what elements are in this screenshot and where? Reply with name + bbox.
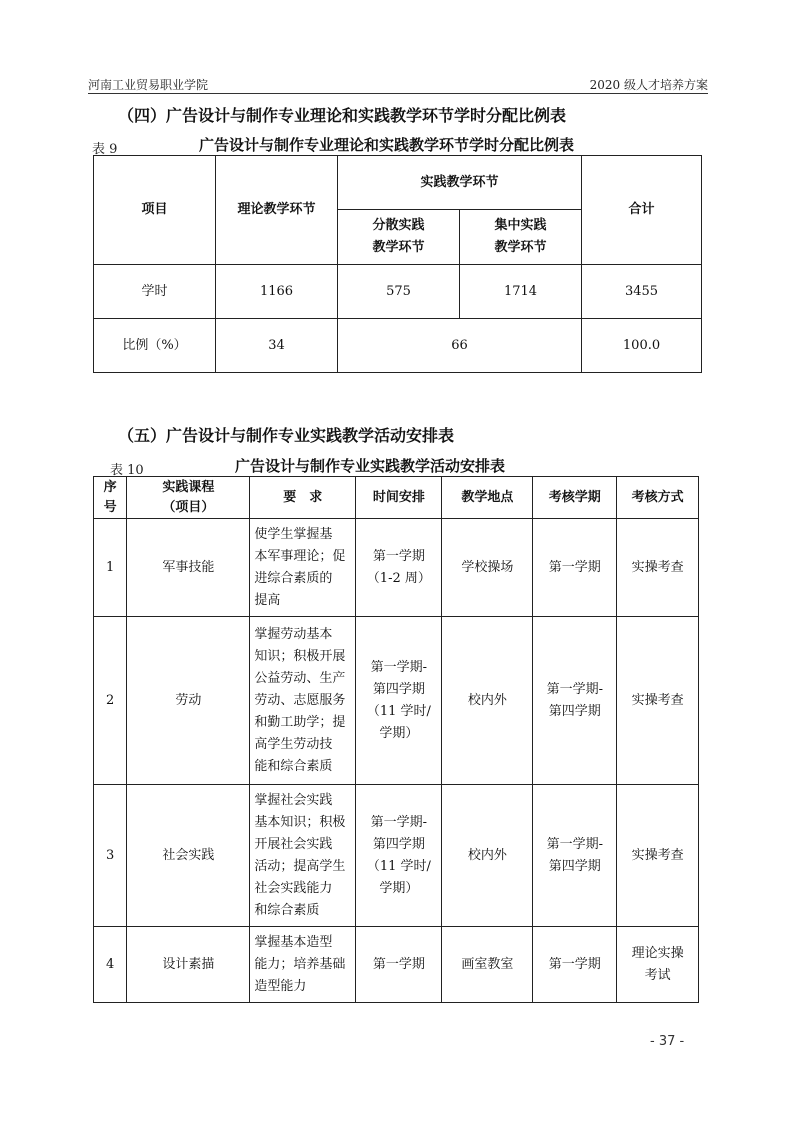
cell-exam-term: [533, 617, 617, 785]
cell-requirement-line: 提高: [254, 592, 281, 608]
cell-requirement-line: 高学生劳动技: [254, 736, 333, 752]
table-9-title: 广告设计与制作专业理论和实践教学环节学时分配比例表: [199, 136, 575, 154]
cell-exam-term: [533, 785, 617, 927]
cell-exam-term-line: 第一学期: [548, 956, 601, 972]
cell-exam-term-line: 第四学期: [548, 703, 601, 719]
cell-requirement-line: 社会实践能力: [254, 880, 333, 896]
header-item: 项目: [94, 156, 216, 265]
cell-hours-theory: 1166: [216, 265, 338, 319]
header-location: 教学地点: [442, 477, 533, 519]
header-theory: 理论教学环节: [216, 156, 338, 265]
cell-requirement-line: 使学生掌握基: [254, 526, 333, 542]
cell-seq: 2: [94, 617, 127, 785]
header-institution: 河南工业贸易职业学院: [88, 78, 209, 92]
cell-schedule-line: 第四学期: [372, 681, 425, 697]
header-scattered-line-2: 教学环节: [372, 240, 425, 255]
table-row: [94, 519, 699, 617]
cell-exam-method: [617, 785, 699, 927]
cell-requirement-line: 本军事理论；促: [254, 548, 346, 564]
cell-requirement: [250, 617, 356, 785]
cell-requirement-line: 知识；积极开展: [254, 648, 346, 664]
cell-ratio-practice: 66: [338, 319, 582, 373]
cell-requirement-line: 造型能力: [254, 978, 307, 994]
cell-requirement-line: 能力；培养基础: [254, 956, 346, 972]
cell-hours-total: 3455: [582, 265, 702, 319]
cell-exam-term: [533, 519, 617, 617]
header-seq-line-2: 号: [103, 499, 117, 515]
cell-location: 校内外: [442, 785, 533, 927]
header-document-title: 2020 级人才培养方案: [589, 78, 708, 92]
header-exam-term: 考核学期: [533, 477, 617, 519]
header-concentrated-line-2: 教学环节: [494, 240, 547, 255]
cell-requirement-line: 掌握劳动基本: [254, 626, 333, 642]
cell-schedule-line: 第一学期-: [370, 659, 428, 675]
section-4-heading: （四）广告设计与制作专业理论和实践教学环节学时分配比例表: [118, 106, 567, 125]
cell-exam-term-line: 第一学期: [548, 559, 601, 575]
cell-exam-method-line: 理论实操: [631, 945, 684, 961]
cell-exam-method-line: 实操考查: [631, 692, 684, 708]
cell-schedule-line: （11 学时/: [366, 858, 431, 874]
header-seq: [94, 477, 127, 519]
section-5-heading: （五）广告设计与制作专业实践教学活动安排表: [118, 426, 455, 445]
cell-course: 劳动: [127, 617, 250, 785]
cell-requirement-line: 能和综合素质: [254, 758, 333, 774]
cell-exam-method-line: 实操考查: [631, 847, 684, 863]
table-9-header-row-1: [94, 156, 702, 210]
table-10-body: [94, 519, 699, 1003]
table-9-number: 表 9: [92, 142, 118, 157]
cell-exam-method-line: 考试: [644, 967, 671, 983]
cell-requirement-line: 和勤工助学；提: [254, 714, 346, 730]
cell-exam-term-line: 第一学期-: [546, 836, 603, 852]
header-schedule: 时间安排: [356, 477, 442, 519]
cell-schedule-line: 第一学期-: [370, 814, 428, 830]
header-concentrated: [460, 210, 582, 265]
cell-exam-method-line: 实操考查: [631, 559, 684, 575]
table-row: [94, 785, 699, 927]
cell-requirement-line: 掌握社会实践: [254, 792, 333, 808]
header-scattered: [338, 210, 460, 265]
cell-ratio-total: 100.0: [582, 319, 702, 373]
cell-requirement-line: 活动；提高学生: [254, 858, 346, 874]
header-course-line-1: 实践课程: [162, 479, 215, 495]
cell-ratio-theory: 34: [216, 319, 338, 373]
cell-schedule-line: 学期）: [379, 725, 419, 741]
cell-ratio-label: 比例（%）: [94, 319, 216, 373]
cell-requirement: [250, 927, 356, 1003]
cell-schedule-line: 第一学期: [372, 956, 425, 972]
cell-requirement-line: 进综合素质的: [254, 570, 333, 586]
cell-requirement-line: 基本知识；积极: [254, 814, 346, 830]
table-row: [94, 617, 699, 785]
cell-location: 学校操场: [442, 519, 533, 617]
cell-seq: 1: [94, 519, 127, 617]
cell-schedule-line: 第四学期: [372, 836, 425, 852]
header-course: [127, 477, 250, 519]
cell-schedule-line: （1-2 周）: [366, 570, 431, 586]
header-requirement: 要 求: [250, 477, 356, 519]
cell-requirement: [250, 785, 356, 927]
cell-exam-method: [617, 927, 699, 1003]
header-scattered-line-1: 分散实践: [372, 218, 425, 233]
table-10: [93, 476, 699, 1003]
table-row-ratio: [94, 319, 702, 373]
cell-requirement: [250, 519, 356, 617]
cell-schedule: [356, 927, 442, 1003]
cell-schedule: [356, 617, 442, 785]
cell-exam-term: [533, 927, 617, 1003]
cell-schedule: [356, 785, 442, 927]
header-seq-line-1: 序: [103, 479, 117, 495]
table-10-caption: [92, 455, 702, 477]
cell-course: 设计素描: [127, 927, 250, 1003]
header-course-line-2: （项目）: [162, 499, 215, 515]
cell-requirement-line: 开展社会实践: [254, 836, 333, 852]
cell-course: 军事技能: [127, 519, 250, 617]
cell-schedule-line: （11 学时/: [366, 703, 431, 719]
cell-course: 社会实践: [127, 785, 250, 927]
cell-schedule-line: 学期）: [379, 880, 419, 896]
table-9-caption: [92, 134, 702, 156]
cell-hours-scattered: 575: [338, 265, 460, 319]
table-row-hours: [94, 265, 702, 319]
table-10-title: 广告设计与制作专业实践教学活动安排表: [235, 457, 506, 475]
header-exam-method: 考核方式: [617, 477, 699, 519]
cell-seq: 4: [94, 927, 127, 1003]
cell-hours-concentrated: 1714: [460, 265, 582, 319]
table-10-number: 表 10: [110, 463, 144, 478]
cell-schedule-line: 第一学期: [372, 548, 425, 564]
page-number: - 37 -: [650, 1034, 685, 1049]
cell-schedule: [356, 519, 442, 617]
cell-requirement-line: 和综合素质: [254, 902, 320, 918]
page-header: [88, 74, 708, 94]
cell-hours-label: 学时: [94, 265, 216, 319]
table-row: [94, 927, 699, 1003]
cell-requirement-line: 公益劳动、生产: [254, 670, 346, 686]
table-9: [93, 155, 702, 373]
cell-seq: 3: [94, 785, 127, 927]
header-practice: 实践教学环节: [338, 156, 582, 210]
cell-requirement-line: 劳动、志愿服务: [254, 692, 346, 708]
cell-exam-method: [617, 519, 699, 617]
header-rule: [88, 93, 708, 94]
cell-exam-method: [617, 617, 699, 785]
cell-location: 画室教室: [442, 927, 533, 1003]
cell-exam-term-line: 第一学期-: [546, 681, 603, 697]
header-total: 合计: [582, 156, 702, 265]
header-concentrated-line-1: 集中实践: [494, 218, 547, 233]
cell-exam-term-line: 第四学期: [548, 858, 601, 874]
cell-location: 校内外: [442, 617, 533, 785]
cell-requirement-line: 掌握基本造型: [254, 934, 333, 950]
table-10-header-row: [94, 477, 699, 519]
